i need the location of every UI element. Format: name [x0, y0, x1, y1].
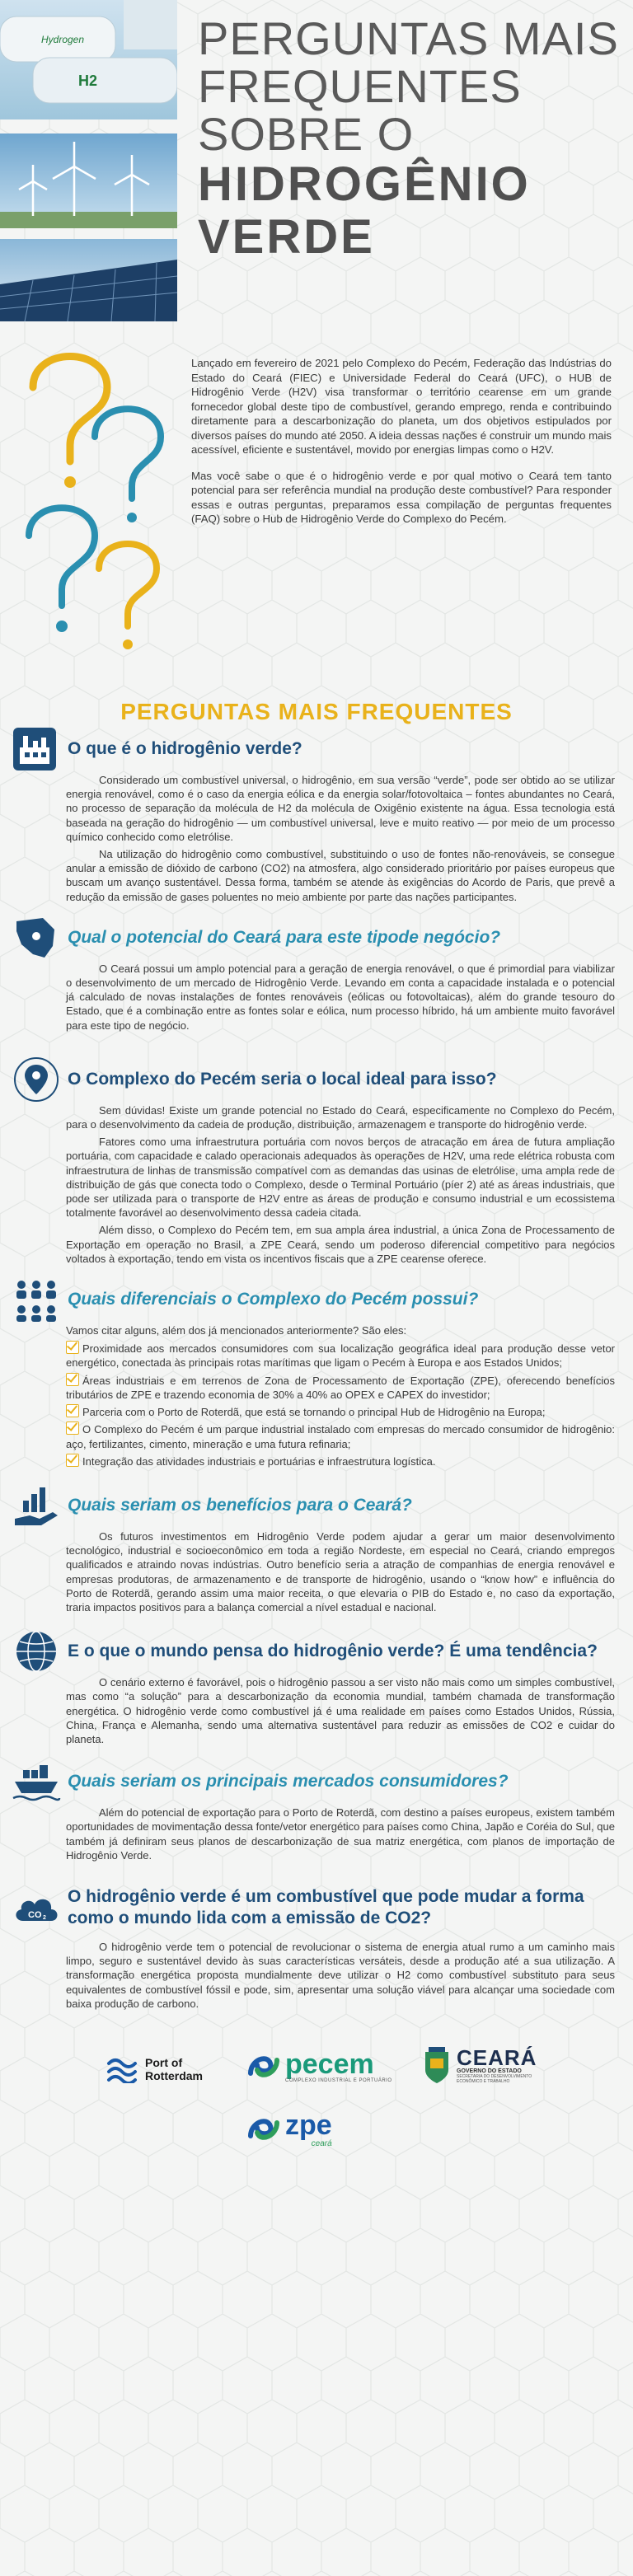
- faq-item: [12, 1276, 615, 1468]
- faq-question: Qual o potencial do Ceará para este tipode negócio?: [68, 927, 501, 947]
- faq-question: Quais seriam os principais mercados consumidores?: [68, 1772, 509, 1791]
- solar-panels-photo: [0, 239, 177, 321]
- faq-answer: [66, 1529, 615, 1614]
- faq-item: [12, 1876, 615, 2011]
- answer-lead: Vamos citar alguns, além dos já mencionados anteriormente? São eles:: [66, 1324, 407, 1337]
- ship-icon: [12, 1759, 61, 1805]
- title-strong-1: HIDROGÊNIO: [198, 157, 531, 211]
- faq-question: O que é o hidrogênio verde?: [68, 739, 302, 758]
- faq-item: [12, 1628, 615, 1746]
- faq-question: O hidrogênio verde é um combustível que pode mudar a forma como o mundo lida com a emissão de CO2?: [68, 1886, 584, 1927]
- checkbox-icon: [66, 1404, 79, 1417]
- faq-item: [12, 1482, 615, 1614]
- faq-answer: [66, 962, 615, 1033]
- faq-item: [12, 725, 615, 904]
- port-logo-line-1: Port of: [145, 2055, 183, 2069]
- footer-logos: [0, 2044, 633, 2217]
- checklist-text: Proximidade aos mercados consumidores com sua localização geográfica ideal para produção desse vetor energético, conectada às principais rotas marítimas que ligam o Pecém à Europa e aos Estados Unidos;: [66, 1342, 615, 1370]
- svg-text:CO: CO: [28, 1909, 42, 1920]
- network-people-icon: [12, 1276, 61, 1323]
- hand-growth-icon: [12, 1482, 61, 1529]
- faq-question: Quais seriam os benefícios para o Ceará?: [68, 1495, 412, 1515]
- checklist-item: [66, 1373, 615, 1402]
- faq-answer: [66, 1103, 615, 1266]
- co2-cloud-icon: [12, 1885, 61, 1931]
- faq-answer: [66, 1323, 615, 1468]
- intro-text: [191, 356, 612, 538]
- factory-icon: [12, 726, 61, 772]
- checklist-item: [66, 1421, 615, 1450]
- port-logo-line-2: Rotterdam: [145, 2068, 204, 2082]
- question-marks-illustration: [16, 338, 181, 684]
- page-title: [198, 12, 626, 264]
- ceara-logo-subtitle: GOVERNO DO ESTADO: [457, 2068, 522, 2075]
- intro-paragraph: Lançado em fevereiro de 2021 pelo Complexo do Pecém, Federação das Indústrias do Estado do Ceará (FIEC) e Universidade Federal do Ceará (UFC), o HUB de Hidrogênio Verde (H2V) visa transformar o território cearense em um grande fornecedor global deste tipo de combustível, gerando emprego, renda e contribuindo diretamente para a descarbonização do planeta, um dos objetivos estipulados por diversos países do mundo até 2050. A ideia dessas nações é construir um mundo mais acessível, eficiente e sustentável, movido por energias limpas como o H2V.: [191, 357, 612, 456]
- faq-item: [12, 1056, 615, 1266]
- faq-answer: [66, 1806, 615, 1862]
- hydrogen-tanks-photo: [0, 0, 177, 119]
- zpe-mark-icon: [246, 2111, 282, 2147]
- svg-text:2: 2: [43, 1914, 46, 1921]
- title-line-1: PERGUNTAS MAIS: [198, 12, 619, 64]
- checkbox-icon: [66, 1421, 79, 1435]
- checkbox-icon: [66, 1341, 79, 1354]
- answer-paragraph: Sem dúvidas! Existe um grande potencial no Estado do Ceará, especificamente no Complexo do Pecém, para o desenvolvimento da cadeia de produção, distribuição, armazenagem e transporte do hidrogênio verde.: [66, 1103, 615, 1131]
- ceara-coat-of-arms-icon: [422, 2047, 452, 2085]
- faq-question: E o que o mundo pensa do hidrogênio verde? É uma tendência?: [68, 1642, 598, 1661]
- checklist-text: Áreas industriais e em terrenos de Zona de Processamento de Exportação (ZPE), oferecendo benefícios tributários de ZPE e trazendo economia de 30% a 40% ao OPEX e CAPEX do investidor;: [66, 1374, 615, 1401]
- answer-paragraph: Além disso, o Complexo do Pecém tem, em sua ampla área industrial, a única Zona de Processamento de Exportação em operação no Brasil, a ZPE Ceará, sendo um poderoso diferencial competitivo para negócios voltados à exportação, tendo em vista os incentivos fiscais que a ZPE cearense oferece.: [66, 1224, 615, 1265]
- faq-item: [12, 1758, 615, 1862]
- pecem-logo: [246, 2049, 392, 2085]
- wind-turbines-photo: [0, 133, 177, 228]
- zpe-logo-subtitle: ceará: [311, 2138, 332, 2148]
- checklist-item: [66, 1341, 615, 1370]
- location-pin-icon: [12, 1056, 61, 1103]
- answer-paragraph: Na utilização do hidrogênio como combustível, substituindo o uso de fontes não-renováveis, se consegue anular a emissão de dióxido de carbono (CO2) na atmosfera, algo considerado prioritário por países europeus que buscam um avanço sustentável. Dessa forma, também se atende às exigências do Acordo de Paris, que prevê a redução da emissão de gases poluentes no meio ambiente por parte das nações participantes.: [66, 848, 615, 903]
- answer-paragraph: O Ceará possui um amplo potencial para a geração de energia renovável, o que é primordial para viabilizar o desenvolvimento de um mercado de Hidrogênio Verde. Levando em conta a capacidade instalada e o potencial já calculado de novas instalações de fontes renováveis (eólicas ou fotovoltaicas), além do grande tesouro do Estado, que é a combinação entre as fontes solar e eólica, num processo híbrido, há um ambiente muito favorável para este tipo de negócio.: [66, 962, 615, 1032]
- faq-question: O Complexo do Pecém seria o local ideal para isso?: [68, 1069, 497, 1089]
- title-line-3: SOBRE O: [198, 108, 415, 160]
- pecem-logo-text: pecem: [285, 2048, 374, 2080]
- answer-paragraph: Além do potencial de exportação para o Porto de Roterdã, com destino a países europeus, existem também oportunidades de movimentação dessa fonte/vetor energético para países como China, Japão e Coréia do Sul, que também já definiram seus planos de descarbonização de sua matriz energética, com planos de importação de Hidrogênio Verde.: [66, 1806, 615, 1862]
- checkbox-icon: [66, 1373, 79, 1386]
- faq-item: [12, 914, 615, 1033]
- ceara-map-icon: [12, 915, 61, 961]
- answer-paragraph: Fatores como uma infraestrutura portuária com novos berços de atracação em área de futura ampliação portuária, com capacidade e calado operacionais adequados às operações de H2V, uma rede elétrica robusta com infraestrutura de linhas de transmissão compatível com as demandas das usinas de eletrólise, uma ampla rede de distribuição de gás que conecta todo o Complexo, desde o Terminal Portuário (píer 2) até as áreas industriais, que pode ser utilizada para o transporte de H2V entre as áreas de produção e consumo industrial e um ecossistema totalmente favorável ao desenvolvimento dessa cadeia citada.: [66, 1136, 615, 1220]
- rotterdam-wave-icon: [106, 2055, 140, 2083]
- ceara-logo-text: CEARÁ: [457, 2045, 537, 2071]
- answer-paragraph: Os futuros investimentos em Hidrogênio Verde podem ajudar a gerar um maior desenvolvimento tecnológico, industrial e socioeconômico em toda a região Nordeste, em especial no Ceará, criando empregos qualificados e atraindo novas indústrias. Outro benefício seria a atração de companhias de energia renovável e empresas produtoras, de armazenamento e de transporte de hidrogênio, usando o “know how” e influência do Porto de Roterdã, gerando assim uma maior receita, o que elevaria o PIB do Estado e, no caso da exportação, traria impactos positivos para a balança comercial a nível estadual e nacional.: [66, 1529, 615, 1614]
- h2-photo-label: H2: [78, 73, 98, 89]
- pecem-mark-icon: [246, 2049, 282, 2085]
- faq-answer: [66, 1675, 615, 1746]
- port-of-rotterdam-logo: [106, 2055, 203, 2083]
- title-strong-2: VERDE: [198, 210, 375, 264]
- checklist-item: [66, 1404, 615, 1419]
- zpe-logo-text: zpe: [285, 2109, 332, 2141]
- answer-paragraph: O cenário externo é favorável, pois o hidrogênio passou a ser visto não mais como um simples combustível, mas como “a solução” para a descarbonização da economia mundial, também chamada de transformação energética. O hidrogênio verde como combustível já é uma realidade em países como Estados Unidos, Rússia, China, França e Alemanha, sendo uma alternativa sustentável para reduzir as emissões de CO2 e cuidar do planeta.: [66, 1676, 615, 1745]
- hero-photos: [0, 0, 177, 321]
- checklist-item: [66, 1454, 615, 1468]
- faq-answer: [66, 773, 615, 904]
- faq-answer: [66, 1940, 615, 2011]
- header: [0, 0, 633, 338]
- faq-question: Quais diferenciais o Complexo do Pecém possui?: [68, 1290, 479, 1309]
- checklist-text: Integração das atividades industriais e portuárias e infraestrutura logística.: [82, 1454, 436, 1468]
- answer-paragraph: Considerado um combustível universal, o hidrogênio, em sua versão “verde”, pode ser obtido ao se utilizar energia renovável, como é o caso da energia eólica e da energia solar/fotovoltaica – fontes abundantes no Ceará, no processo de separação da molécula de H2 da molécula de Oxigênio existente na água. Essa tecnologia está baseada na geração do hidrogênio — um combustível universal, leve e muito reativo — por meio de um processo químico conhecido como eletrólise.: [66, 774, 615, 843]
- pecem-logo-subtitle: COMPLEXO INDUSTRIAL E PORTUÁRIO: [285, 2077, 392, 2083]
- intro-paragraph: Mas você sabe o que é o hidrogênio verde e por qual motivo o Ceará tem tanto potencial para ser referência mundial na produção deste combustível? Para responder essas e outras perguntas, preparamos essa compilação de perguntas frequentes (FAQ) sobre o Hub de Hidrogênio Verde do Complexo do Pecém.: [191, 469, 612, 525]
- intro-section: [0, 338, 633, 725]
- zpe-ceara-logo: [246, 2111, 332, 2148]
- answer-paragraph: O hidrogênio verde tem o potencial de revolucionar o sistema de energia atual rumo a um caminho mais limpo, seguro e sustentável devido às suas características versáteis, desde a produção até a sua utilização. A transformação energética proposta mundialmente deve utilizar o H2 como combustível substituto para seus equivalentes de combustível fóssil e pode, sim, apresentar uma solução viável para alcançar uma sociedade com baixa produção de carbono.: [66, 1940, 615, 2010]
- checkbox-icon: [66, 1454, 79, 1467]
- title-line-2: FREQUENTES: [198, 60, 522, 112]
- hydrogen-photo-label: Hydrogen: [41, 34, 85, 45]
- faq-heading: PERGUNTAS MAIS FREQUENTES: [120, 699, 513, 724]
- globe-people-icon: [12, 1628, 61, 1674]
- ceara-logo-secretaria: SECRETARIA DO DESENVOLVIMENTO ECONÔMICO E TRABALHO: [457, 2074, 532, 2085]
- checklist-text: O Complexo do Pecém é um parque industrial instalado com empresas do mercado consumidor de hidrogênio: aço, fertilizantes, cimento, mineração e uma futura refinaria;: [66, 1423, 615, 1450]
- ceara-government-logo: [422, 2047, 556, 2085]
- checklist-text: Parceria com o Porto de Roterdã, que está se tornando o principal Hub de Hidrogênio na Europa;: [82, 1406, 546, 1419]
